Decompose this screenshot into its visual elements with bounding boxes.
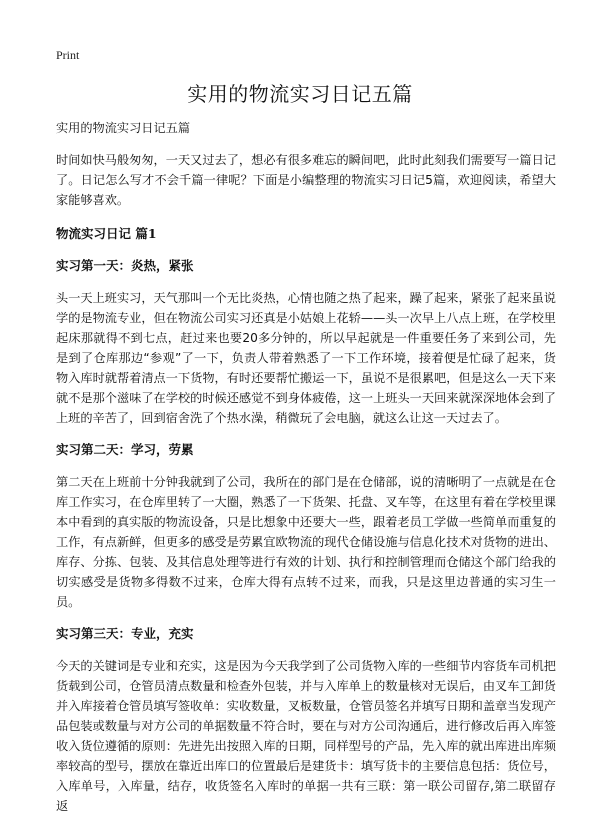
document-content bbox=[56, 118, 556, 828]
day-1-heading: 实习第一天：炎热，紧张 bbox=[56, 258, 194, 273]
document-subtitle: 实用的物流实习日记五篇 bbox=[56, 121, 191, 135]
day-1-body: 头一天上班实习，天气那叫一个无比炎热，心情也随之热了起来，躁了起来，紧张了起来虽说学的是物流专业，但在物流公司实习还真是小姑娘上花轿——头一次早上八点上班，在学校里起床那就得不到七点，赶过来也要20多分钟的，所以早起就是一件重要任务了来到公司，先是到了仓库那边“参观”了一下，负责人带着熟悉了一下工作环境，接着便是忙碌了起来，货物入库时就帮着清点一下货物，有时还要帮忙搬运一下，虽说不是很累吧，但是这么一天下来就不是那个滋味了在学校的时候还感觉不到身体疲倦，这一上班头一天回来就深深地体会到了上班的辛苦了，回到宿舍洗了个热水澡，稍微玩了会电脑，就这么让这一天过去了。 bbox=[56, 291, 556, 425]
day-2-body: 第二天在上班前十分钟我就到了公司，我所在的部门是在仓储部，说的清晰明了一点就是在仓库工作实习，在仓库里转了一大圈，熟悉了一下货架、托盘、叉车等，在这里有着在学校里课本中看到的真实版的物流设备，只是比想象中还要大一些，跟着老员工学做一些简单而重复的工作，有点新鲜，但更多的感受是劳累宜欧物流的现代仓储设施与信息化技术对货物的进出、库存、分拣、包装、及其信息处理等进行有效的计划、执行和控制管理而仓储这个部门给我的切实感受是货物多得数不过来，仓库大得有点转不过来，而我，只是这里边普通的实习生一员。 bbox=[56, 475, 556, 609]
section-heading: 物流实习日记 篇1 bbox=[56, 226, 157, 241]
day-3-body: 今天的关键词是专业和充实，这是因为今天我学到了公司货物入库的一些细节内容货车司机把货载到公司，仓管员清点数量和检查外包装，并与入库单上的数量核对无误后，由叉车工卸货并入库接着仓管员填写签收单：实收数量，叉板数量，仓管员签名并填写日期和盖章当发现产品包装或数量与对方公司的单据数量不符合时，要在与对方公司沟通后，进行修改后再入库签收入货位遵循的原则：先进先出按照入库的日期，同样型号的产品，先入库的就出库进出库频率较高的型号，摆放在靠近出库口的位置最后是建货卡：填写货卡的主要信息包括：货位号，入库单号，入库量，结存，收货签名入库时的单据一共有三联：第一联公司留存,第二联留存返 bbox=[56, 659, 556, 813]
day-2-heading: 实习第二天：学习，劳累 bbox=[56, 442, 194, 457]
document-title: 实用的物流实习日记五篇 bbox=[187, 82, 413, 106]
print-link[interactable]: Print bbox=[56, 48, 80, 62]
day-3-heading: 实习第三天：专业，充实 bbox=[56, 626, 194, 641]
intro-paragraph: 时间如快马般匆匆，一天又过去了，想必有很多难忘的瞬间吧，此时此刻我们需要写一篇日记了。日记怎么写才不会千篇一律呢？下面是小编整理的物流实习日记5篇，欢迎阅读，希望大家能够喜欢。 bbox=[56, 153, 556, 207]
